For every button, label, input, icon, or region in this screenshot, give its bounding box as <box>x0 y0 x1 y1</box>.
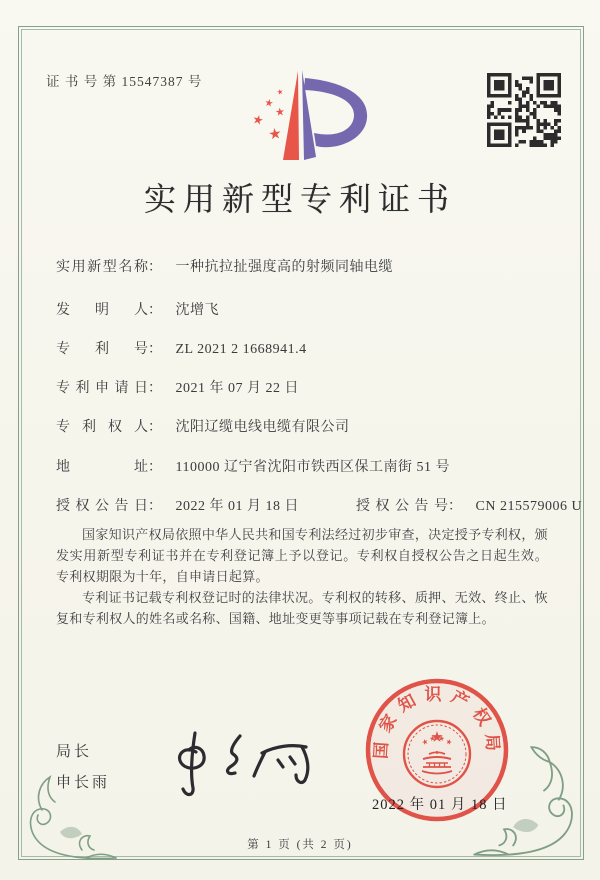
qr-code-icon <box>487 73 561 147</box>
logo-purple-bowl <box>304 78 367 147</box>
field-value: 沈增飞 <box>175 303 219 318</box>
field-row-inventor <box>56 299 219 319</box>
director-name: 申长雨 <box>56 775 111 791</box>
field-row-filing-date <box>56 377 299 397</box>
field-value: 2021 年 07 月 22 日 <box>175 381 299 396</box>
grant-number-group <box>356 495 582 515</box>
field-label: 地址 <box>56 460 148 475</box>
field-label: 授权公告日 <box>56 499 148 514</box>
field-row-grant <box>56 495 583 515</box>
field-row-patent-no <box>56 338 307 358</box>
field-colon: ： <box>148 342 162 357</box>
field-label: 实用新型名称 <box>56 260 148 275</box>
director-title: 局长 <box>56 744 93 760</box>
field-label: 专利权人 <box>56 420 148 435</box>
certificate-title: 实用新型专利证书 <box>143 181 456 217</box>
seal-date: 2022 年 01 月 18 日 <box>372 797 508 813</box>
field-row-name <box>56 256 393 276</box>
field-colon: ： <box>148 499 162 514</box>
field-row-patentee <box>56 416 350 436</box>
field-colon: ： <box>148 303 162 318</box>
field-row-address <box>56 456 450 476</box>
field-colon: ： <box>148 420 162 435</box>
field-colon: ： <box>148 260 162 275</box>
cnipa-logo-icon <box>216 60 376 170</box>
field-value: ZL 2021 2 1668941.4 <box>175 342 307 357</box>
field-colon: ： <box>448 499 462 514</box>
field-value: 2022 年 01 月 18 日 <box>175 499 299 514</box>
field-label: 专利号 <box>56 342 148 357</box>
certificate-number: 证 书 号 第 15547387 号 <box>46 74 203 89</box>
field-label: 专利申请日 <box>56 381 148 396</box>
logo-red-wedge <box>283 71 299 160</box>
field-value: 110000 辽宁省沈阳市铁西区保工南街 51 号 <box>175 460 450 475</box>
field-value: CN 215579006 U <box>475 499 583 514</box>
field-colon: ： <box>148 460 162 475</box>
legal-text <box>56 524 548 629</box>
field-value: 沈阳辽缆电线电缆有限公司 <box>175 420 350 435</box>
field-value: 一种抗拉扯强度高的射频同轴电缆 <box>175 260 393 275</box>
director-signature-icon <box>162 712 330 808</box>
field-label: 授权公告号 <box>356 499 448 514</box>
field-colon: ： <box>148 381 162 396</box>
page-number: 第 1 页 (共 2 页) <box>247 839 353 851</box>
seal-text: 国家知识产权局 <box>371 685 503 760</box>
field-label: 发明人 <box>56 303 148 318</box>
legal-paragraph: 专利证书记载专利权登记时的法律状况。专利权的转移、质押、无效、终止、恢复和专利权人的姓名或名称、国籍、地址变更等事项记载在专利登记簿上。 <box>56 590 548 626</box>
legal-paragraph: 国家知识产权局依照中华人民共和国专利法经过初步审查，决定授予专利权，颁发实用新型专利证书并在专利登记簿上予以登记。专利权自授权公告之日起生效。专利权期限为十年，自申请日起算。 <box>56 527 548 584</box>
